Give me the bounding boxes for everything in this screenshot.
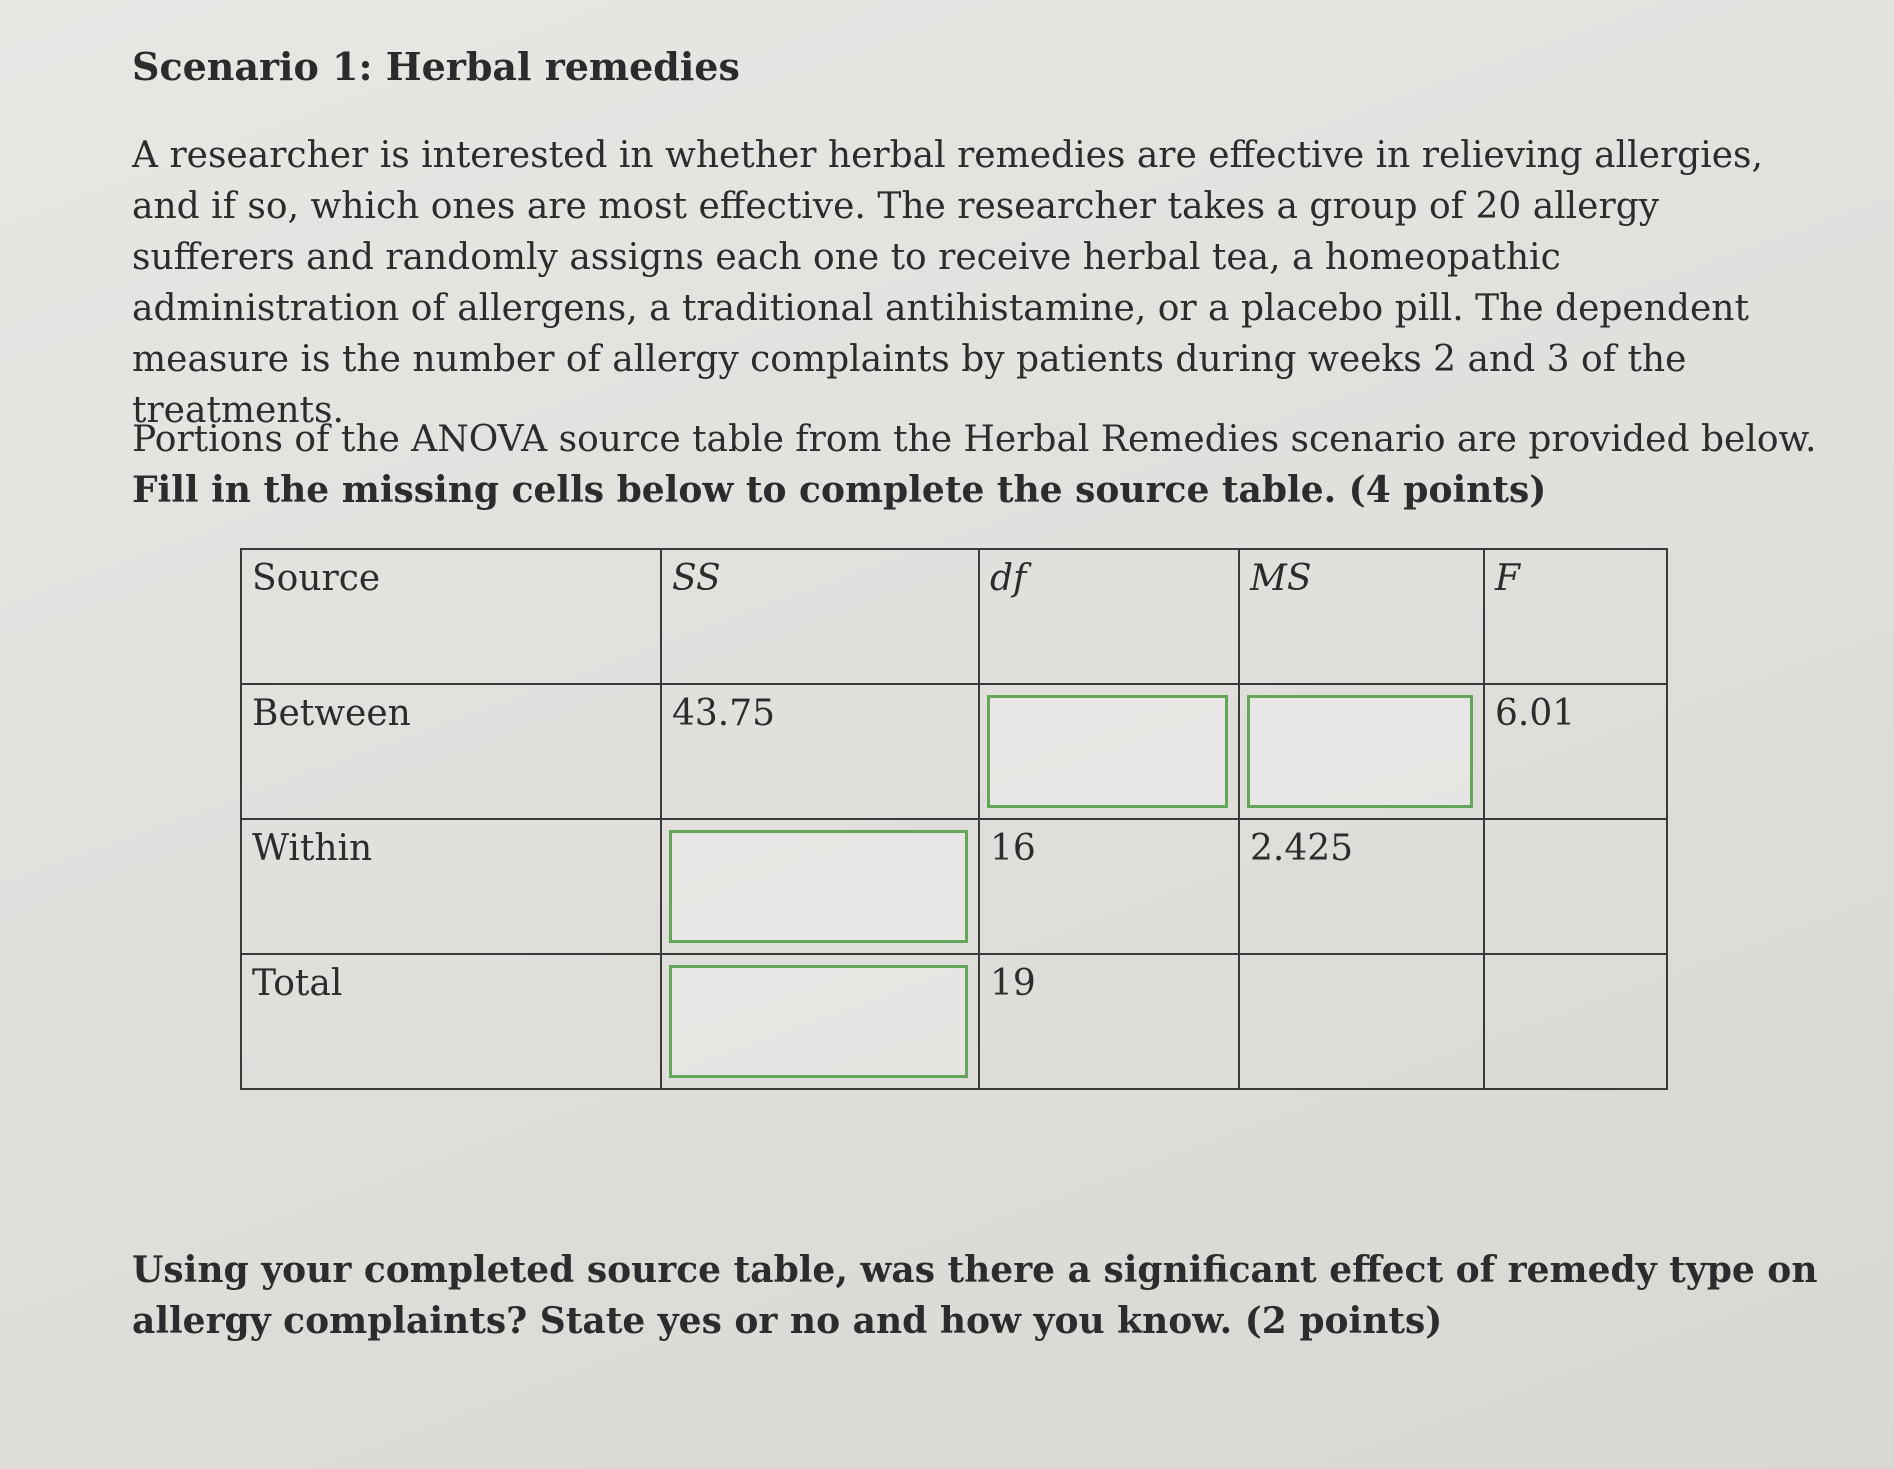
total-ss-answer-box[interactable] <box>669 965 968 1078</box>
scenario-description: A researcher is interested in whether herbal remedies are effective in relieving allergies, and if so, which ones are most effective. The researcher takes a group of 20 allergy sufferers and randomly assigns each one to receive herbal tea, a homeopathic administration of allergens, a traditional antihistamine, or a placebo pill. The dependent measure is the number of allergy complaints by patients during weeks 2 and 3 of the treatments. <box>132 135 1763 431</box>
header-ss <box>661 549 979 684</box>
cell-between-ms <box>1239 684 1484 819</box>
table-row-within <box>241 819 1667 954</box>
cell-total-f <box>1484 954 1667 1089</box>
scenario-title: Scenario 1: Herbal remedies <box>132 44 740 89</box>
cell-between-f <box>1484 684 1667 819</box>
cell-within-f <box>1484 819 1667 954</box>
between-ss-value: 43.75 <box>672 693 776 734</box>
within-ss-answer-box[interactable] <box>669 830 968 943</box>
table-header-row <box>241 549 1667 684</box>
header-f <box>1484 549 1667 684</box>
table-row-between <box>241 684 1667 819</box>
instructions-task: Fill in the missing cells below to complete the source table. (4 points) <box>132 469 1547 511</box>
header-df-label: df <box>990 558 1027 599</box>
header-ss-label: SS <box>672 558 721 599</box>
cell-between-source <box>241 684 661 819</box>
total-source-label: Total <box>252 963 343 1004</box>
within-ms-value: 2.425 <box>1250 828 1354 869</box>
cell-total-ms <box>1239 954 1484 1089</box>
between-source-label: Between <box>252 693 411 734</box>
instructions-text: Portions of the ANOVA source table from the Herbal Remedies scenario are provided below. <box>132 419 1817 460</box>
within-source-label: Within <box>252 828 373 869</box>
cell-total-source <box>241 954 661 1089</box>
cell-between-df <box>979 684 1239 819</box>
cell-total-ss <box>661 954 979 1089</box>
cell-within-ms <box>1239 819 1484 954</box>
header-df <box>979 549 1239 684</box>
significance-question: Using your completed source table, was there a significant effect of remedy type on allergy complaints? State yes or no and how you know. (2 points) <box>132 1249 1818 1342</box>
cell-total-df <box>979 954 1239 1089</box>
header-source-label: Source <box>252 558 381 599</box>
between-f-value: 6.01 <box>1495 693 1576 734</box>
anova-source-table <box>240 548 1668 1090</box>
table-row-total <box>241 954 1667 1089</box>
table-instructions <box>132 414 1832 516</box>
between-ms-answer-box[interactable] <box>1247 695 1473 808</box>
between-df-answer-box[interactable] <box>987 695 1228 808</box>
header-source <box>241 549 661 684</box>
cell-within-source <box>241 819 661 954</box>
total-df-value: 19 <box>990 963 1036 1004</box>
header-ms-label: MS <box>1250 558 1312 599</box>
cell-within-df <box>979 819 1239 954</box>
cell-between-ss <box>661 684 979 819</box>
header-f-label: F <box>1495 558 1520 599</box>
cell-within-ss <box>661 819 979 954</box>
header-ms <box>1239 549 1484 684</box>
within-df-value: 16 <box>990 828 1036 869</box>
